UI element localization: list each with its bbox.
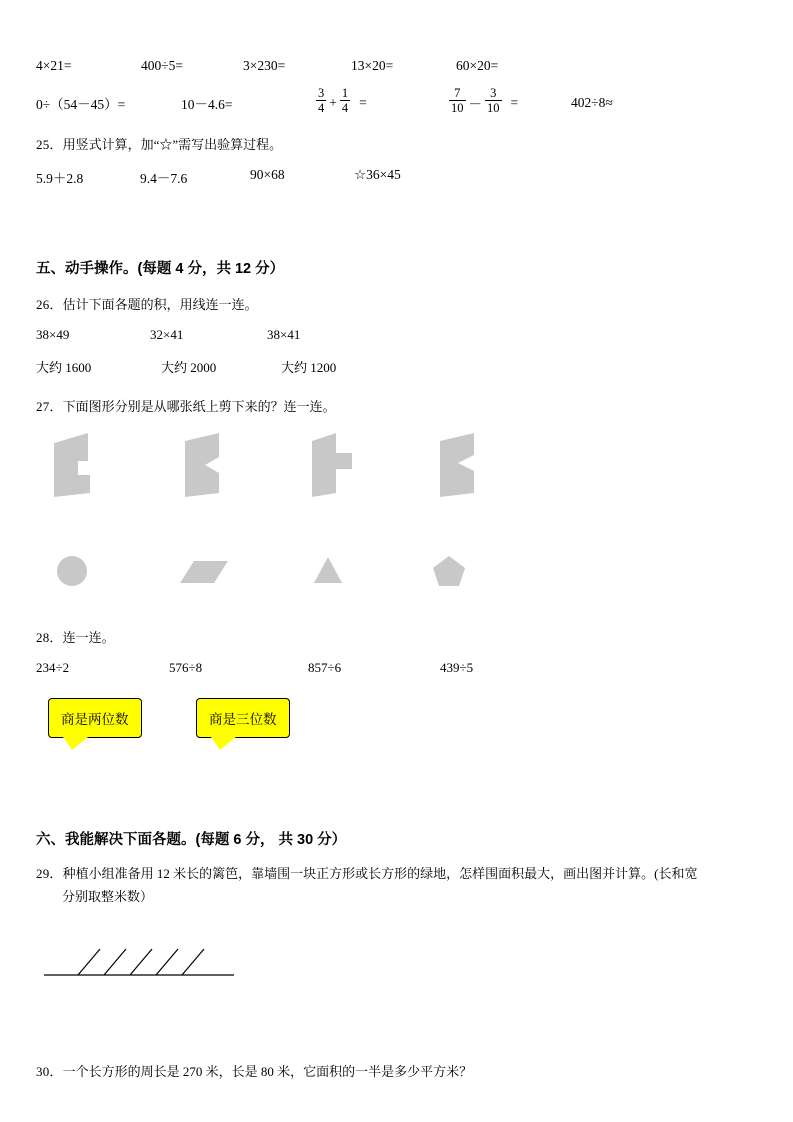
oral-item: 60×20= (456, 58, 499, 73)
rhombus-shape (176, 557, 236, 593)
question-28-text: 连一连。 (62, 629, 115, 645)
division-item: 439÷5 (440, 659, 474, 675)
page-content (36, 58, 758, 1080)
spacer (36, 760, 758, 820)
estimate-item: 大约 1200 (281, 359, 337, 375)
oral-item: 402÷8≈ (571, 94, 613, 110)
fraction-b: $\frac{3}{10}$ (487, 86, 500, 116)
question-26-products (36, 327, 758, 343)
paper-shape-4 (434, 431, 494, 501)
division-item: 857÷6 (308, 659, 342, 675)
equals-sign: = (510, 94, 519, 110)
callout-three-digit-quotient[interactable] (196, 698, 290, 738)
pentagon-shape (428, 553, 472, 593)
paper-shape-2 (179, 431, 239, 501)
estimate-item: 大约 1600 (36, 359, 92, 375)
oral-item: 3×230= (243, 58, 286, 73)
question-29-text-line-1: 种植小组准备用 12 米长的篱笆，靠墙围一块正方形或长方形的绿地，怎样围面积最大，画出图并计算。(长和宽 (62, 865, 698, 881)
question-30-text: 一个长方形的周长是 270 米，长是 80 米，它面积的一半是多少平方米？ (62, 1063, 473, 1079)
question-27 (36, 396, 758, 415)
product-item: 32×41 (150, 326, 184, 342)
fraction-a: $\frac{3}{4}$ (318, 86, 325, 116)
oral-calc-row-1 (36, 58, 758, 74)
operator: － (468, 96, 482, 112)
callout-two-digit-quotient[interactable] (48, 698, 142, 738)
triangle-shape (308, 553, 352, 589)
oral-item: 4×21= (36, 58, 72, 73)
question-29-label: 29． (36, 865, 63, 881)
question-25-items (36, 167, 758, 187)
callout-tail (63, 737, 88, 750)
calc-item: 5.9＋2.8 (36, 170, 84, 186)
oral-calc-row-2 (36, 88, 758, 118)
callout-label: 商是两位数 (61, 711, 129, 727)
question-27-label: 27． (36, 398, 63, 414)
spacer (36, 187, 758, 247)
spacer (36, 985, 758, 1045)
question-26-label: 26． (36, 296, 63, 312)
equals-sign: = (359, 94, 367, 110)
question-30-label: 30． (36, 1063, 63, 1079)
oral-item: 10－4.6= (181, 96, 233, 112)
oral-item: 13×20= (351, 58, 394, 73)
operator: + (329, 94, 337, 110)
section-5-title: 五、动手操作。(每题 4 分，共 12 分） (36, 260, 285, 277)
question-27-papers (36, 431, 758, 511)
question-29 (36, 863, 758, 882)
fraction-b: $\frac{1}{4}$ (341, 86, 349, 116)
question-28-divisions (36, 660, 758, 676)
calc-item: 9.4－7.6 (140, 170, 188, 186)
calc-item: 90×68 (250, 166, 285, 182)
section-6-title: 六、我能解决下面各题。(每题 6 分， 共 30 分） (36, 831, 347, 848)
question-28-callouts (36, 692, 758, 760)
callout-tail (211, 737, 236, 750)
estimate-item: 大约 2000 (161, 359, 217, 375)
product-item: 38×49 (36, 326, 70, 342)
fraction-expression-1 (313, 88, 446, 118)
division-item: 234÷2 (36, 659, 70, 675)
calc-item: ☆36×45 (354, 166, 401, 182)
question-25 (36, 134, 758, 153)
product-item: 38×41 (267, 326, 301, 342)
circle-shape (54, 553, 94, 593)
question-28-label: 28． (36, 629, 63, 645)
question-25-text: 用竖式计算，加“☆”需写出验算过程。 (62, 136, 283, 152)
question-25-label: 25． (36, 136, 63, 152)
oral-item: 0÷（54－45）= (36, 96, 126, 112)
question-29-wall-diagram (44, 931, 758, 985)
question-27-text: 下面图形分别是从哪张纸上剪下来的？连一连。 (62, 398, 336, 414)
paper-shape-1 (48, 431, 108, 501)
question-26-estimates (36, 357, 758, 376)
oral-item: 400÷5= (141, 58, 184, 73)
question-29-text-line-2: 分别取整米数） (62, 888, 154, 904)
callout-label: 商是三位数 (209, 711, 277, 727)
question-28 (36, 627, 758, 646)
question-26-text: 估计下面各题的积，用线连一连。 (62, 296, 258, 312)
fraction-expression-2 (446, 88, 571, 118)
question-30 (36, 1061, 758, 1080)
question-26 (36, 294, 758, 313)
fraction-a: $\frac{7}{10}$ (451, 86, 464, 116)
question-27-cutouts (36, 553, 758, 609)
division-item: 576÷8 (169, 659, 203, 675)
paper-shape-3 (306, 431, 370, 501)
wall-hatch-icon (44, 931, 264, 979)
